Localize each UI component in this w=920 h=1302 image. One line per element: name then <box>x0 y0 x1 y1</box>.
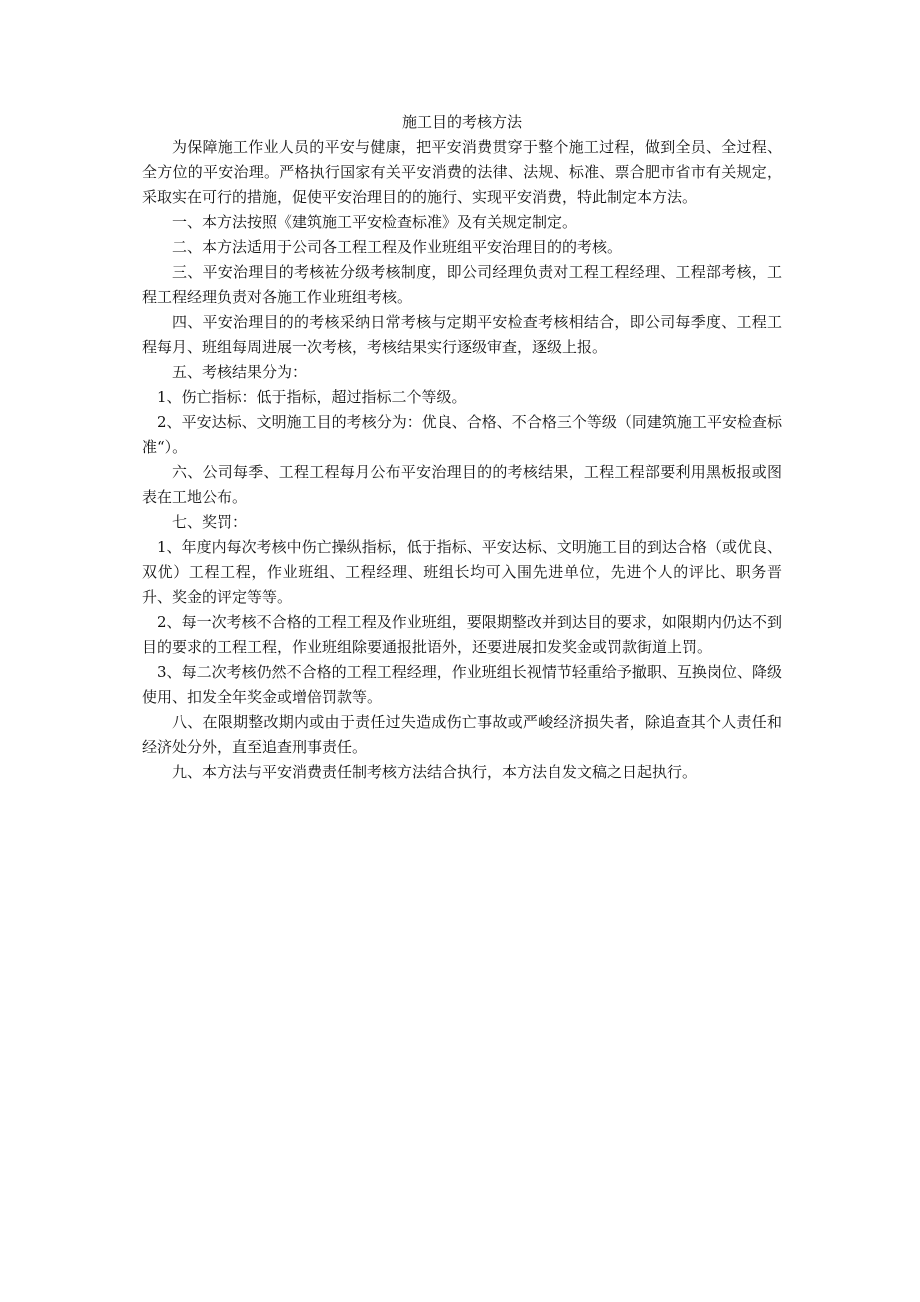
document-title: 施工目的考核方法 <box>401 113 522 131</box>
paragraph-section-1: 一、本方法按照《建筑施工平安检查标准》及有关规定制定。 <box>172 213 578 231</box>
paragraph-section-9: 九、本方法与平安消费责任制考核方法结合执行，本方法自发文稿之日起执行。 <box>172 763 698 781</box>
paragraph-section-2: 二、本方法适用于公司各工程工程及作业班组平安治理目的的考核。 <box>172 238 623 256</box>
paragraph-section-6: 六、公司每季、工程工程每月公布平安治理目的的考核结果，工程工程部要利用黑板报或图表在工地公布。 <box>142 463 782 506</box>
paragraph-section-7-item-3: 3、每二次考核仍然不合格的工程工程经理，作业班组长视情节轻重给予撤职、互换岗位、降级使用、扣发全年奖金或增倍罚款等。 <box>142 663 782 706</box>
paragraph-section-3: 三、平安治理目的考核袏分级考核制度，即公司经理负责对工程工程经理、工程部考核，工程工程经理负责对各施工作业班组考核。 <box>142 263 782 306</box>
paragraph-section-7-item-2: 2、每一次考核不合格的工程工程及作业班组，要限期整改并到达目的要求，如限期内仍达不到目的要求的工程工程，作业班组除要通报批语外，还要进展扣发奖金或罚款街道上罚。 <box>142 613 782 656</box>
paragraph-section-7-item-1: 1、年度内每次考核中伤亡操纵指标，低于指标、平安达标、文明施工目的到达合格（或优良、双优）工程工程，作业班组、工程经理、班组长均可入围先进单位，先进个人的评比、职务晋升、奖金的评定等等。 <box>142 538 782 606</box>
paragraph-section-5: 五、考核结果分为： <box>172 363 308 381</box>
paragraph-section-5-item-1: 1、伤亡指标：低于指标，超过指标二个等级。 <box>157 388 467 406</box>
paragraph-intro: 为保障施工作业人员的平安与健康，把平安消费贯穿于整个施工过程，做到全员、全过程、全方位的平安治理。严格执行国家有关平安消费的法律、法规、标准、票合肥市省市有关规定，采取实在可行的措施，促使平安治理目的的施行、实现平安消费，特此制定本方法。 <box>142 138 782 206</box>
paragraph-section-5-item-2: 2、平安达标、文明施工目的考核分为：优良、合格、不合格三个等级（同建筑施工平安检查标准“）。 <box>142 413 782 456</box>
paragraph-section-8: 八、在限期整改期内或由于责任过失造成伤亡事故或严峻经济损失者，除追查其个人责任和经济处分外，直至追查刑事责任。 <box>142 713 782 756</box>
paragraph-section-7: 七、奖罚： <box>172 513 248 531</box>
document-page <box>142 110 782 785</box>
paragraph-section-4: 四、平安治理目的的考核采纳日常考核与定期平安检查考核相结合，即公司每季度、工程工程每月、班组每周进展一次考核，考核结果实行逐级审查，逐级上报。 <box>142 313 782 356</box>
